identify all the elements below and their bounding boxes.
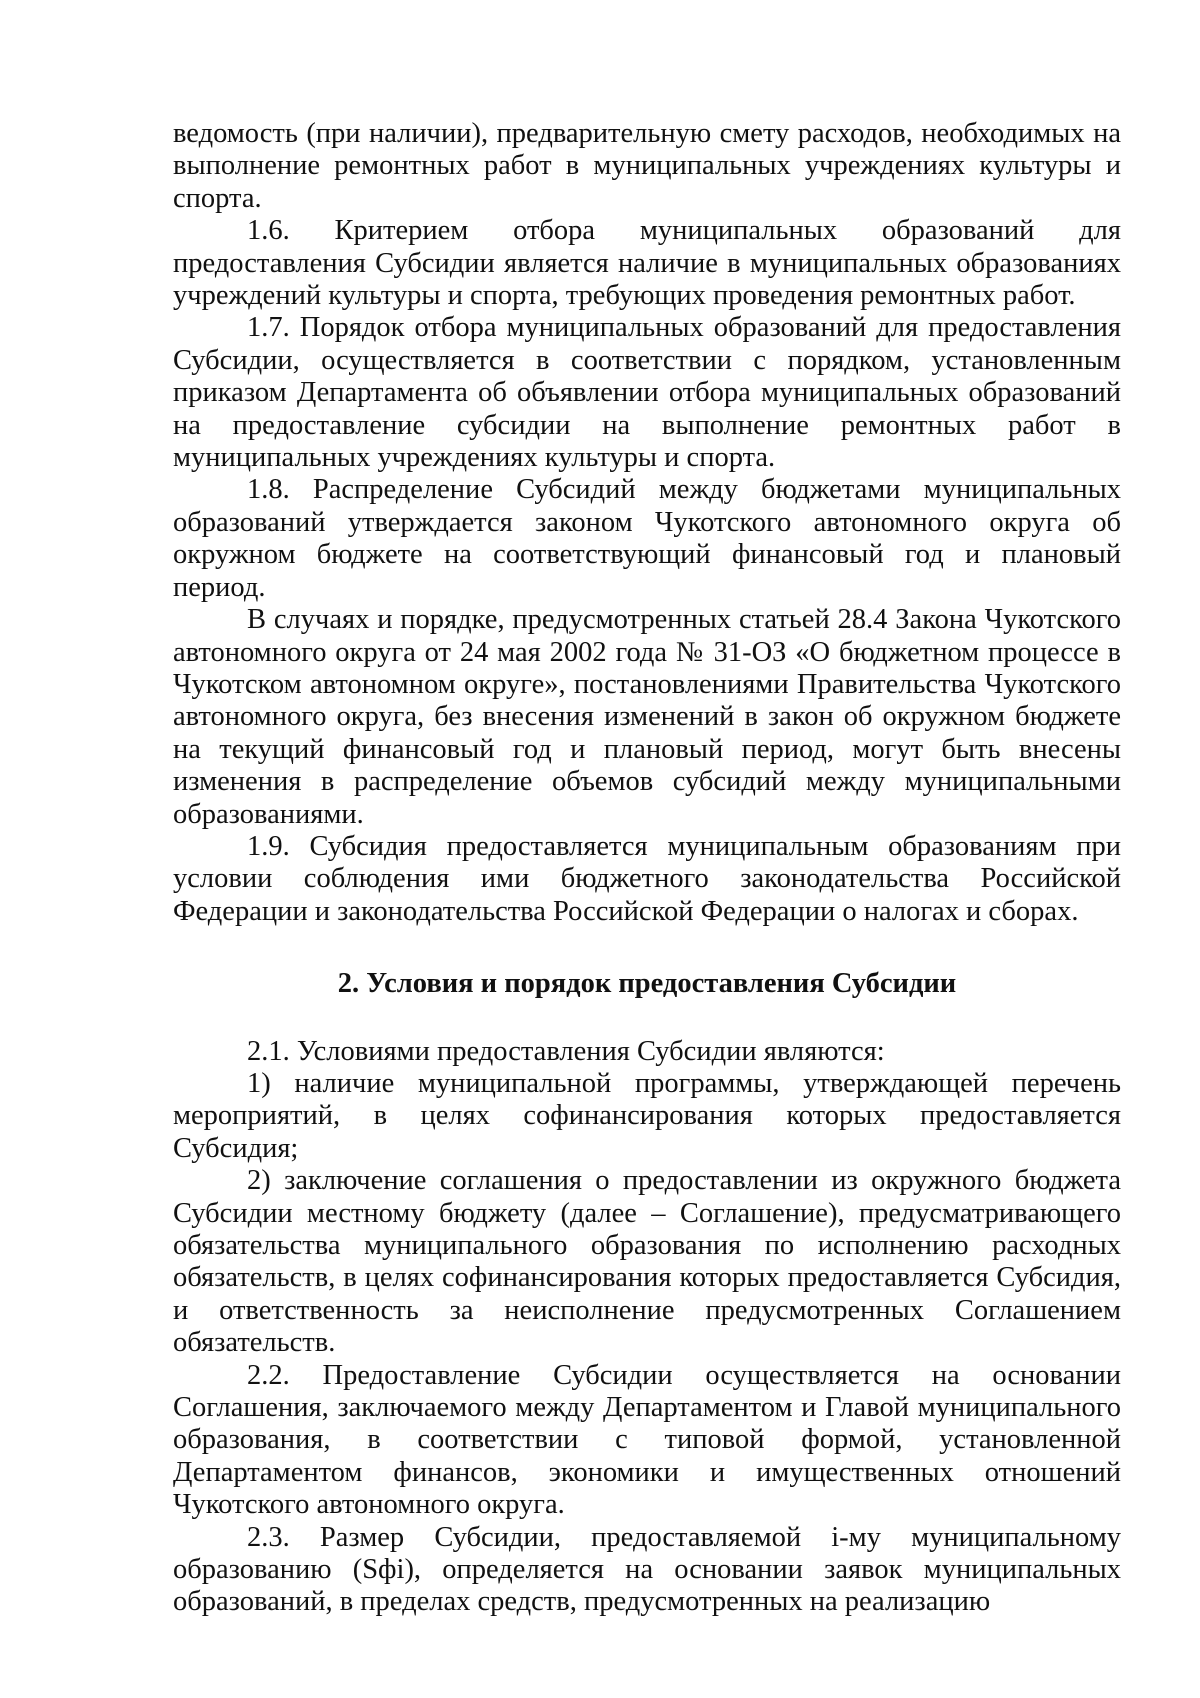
paragraph-1-8: 1.8. Распределение Субсидий между бюджетами муниципальных образований утверждается законом Чукотского автономного округа об окружном бюджете на соответствующий финансовый год и плановый период. [173,474,1121,603]
paragraph-1-7: 1.7. Порядок отбора муниципальных образований для предоставления Субсидии, осуществляется в соответствии с порядком, установленным приказом Департамента об объявлении отбора муниципальных образований на предоставление субсидии на выполнение ремонтных работ в муниципальных учреждениях культуры и спорта. [173,312,1121,474]
section-heading: 2. Условия и порядок предоставления Субсидии [337,968,957,1000]
paragraph-2-3: 2.3. Размер Субсидии, предоставляемой i-му муниципальному образованию (Sфi), определяется на основании заявок муниципальных образований, в пределах средств, предусмотренных на реализацию [173,1521,1121,1618]
paragraph-2-2: 2.2. Предоставление Субсидии осуществляется на основании Соглашения, заключаемого между Департаментом и Главой муниципального образования, в соответствии с типовой формой, установленной Департаментом финансов, экономики и имущественных отношений Чукотского автономного округа. [173,1359,1121,1521]
paragraph-1-9: 1.9. Субсидия предоставляется муниципальным образованиям при условии соблюдения ими бюджетного законодательства Российской Федерации и законодательства Российской Федерации о налогах и сборах. [173,830,1121,927]
document-body [173,118,1121,1619]
paragraph-continuation: ведомость (при наличии), предварительную смету расходов, необходимых на выполнение ремонтных работ в муниципальных учреждениях культуры и спорта. [173,118,1121,214]
paragraph-2-1-item-2: 2) заключение соглашения о предоставлении из окружного бюджета Субсидии местному бюджету (далее – Соглашение), предусматривающего обязательства муниципального образования по исполнению расходных обязательств, в целях софинансирования которых предоставляется Субсидия, и ответственность за неисполнение предусмотренных Соглашением обязательств. [173,1165,1121,1359]
paragraph-2-1: 2.1. Условиями предоставления Субсидии являются: [247,1035,885,1067]
paragraph-2-1-item-1: 1) наличие муниципальной программы, утверждающей перечень мероприятий, в целях софинансирования которых предоставляется Субсидия; [173,1067,1121,1164]
paragraph-1-6: 1.6. Критерием отбора муниципальных образований для предоставления Субсидии является наличие в муниципальных образованиях учреждений культуры и спорта, требующих проведения ремонтных работ. [173,215,1121,312]
paragraph-1-8-cases: В случаях и порядке, предусмотренных статьей 28.4 Закона Чукотского автономного округа от 24 мая 2002 года № 31-ОЗ «О бюджетном процессе в Чукотском автономном округе», постановлениями Правительства Чукотского автономного округа, без внесения изменений в закон об окружном бюджете на текущий финансовый год и плановый период, могут быть внесены изменения в распределение объемов субсидий между муниципальными образованиями. [173,604,1121,830]
